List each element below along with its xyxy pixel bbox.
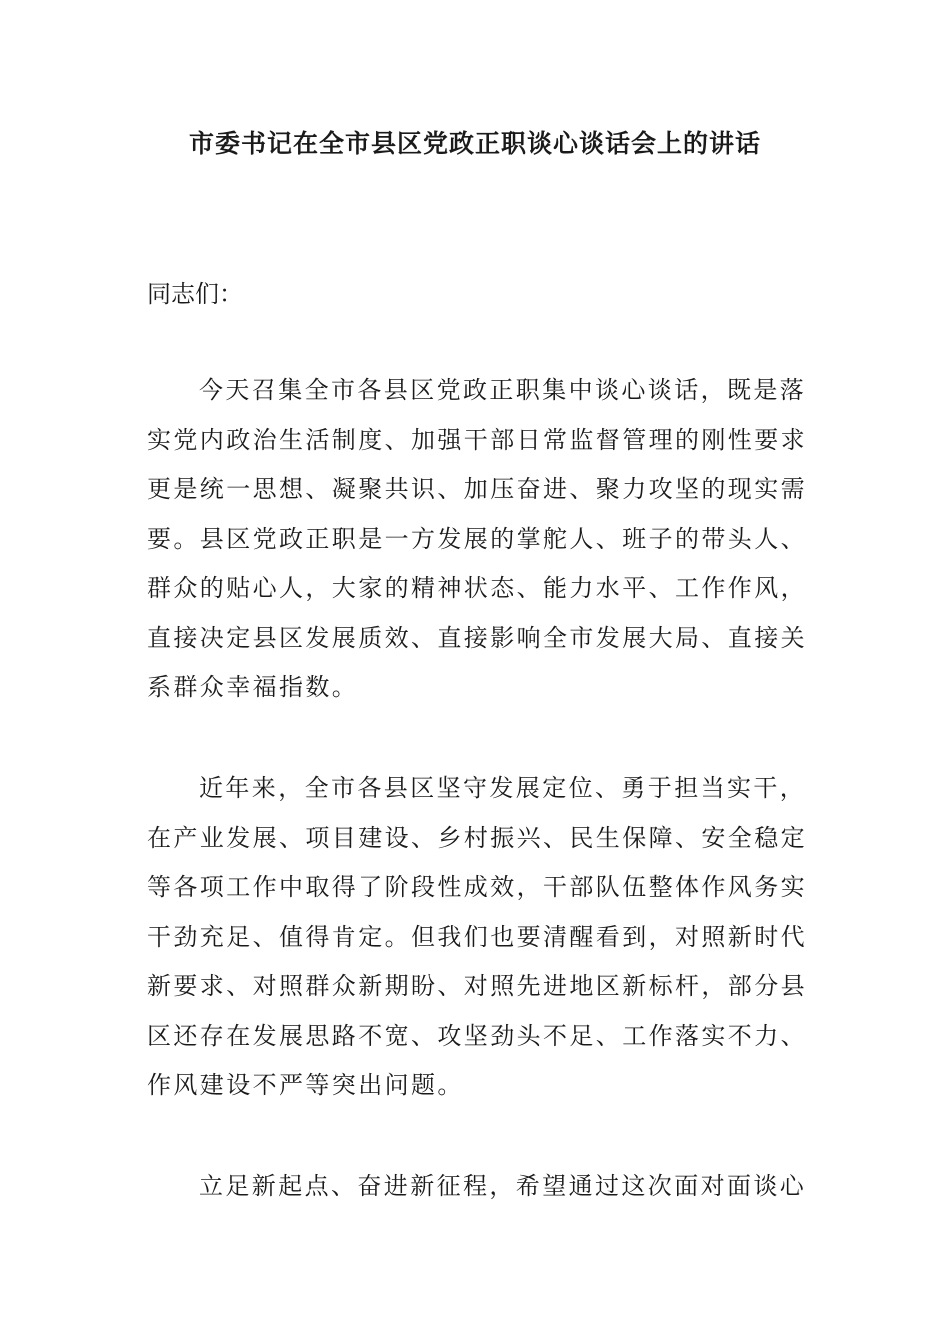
document-title: 市委书记在全市县区党政正职谈心谈话会上的讲话 — [188, 129, 761, 158]
body-paragraph-3: 立足新起点、奋进新征程，希望通过这次面对面谈心 — [199, 1172, 807, 1200]
body-paragraph-1: 今天召集全市各县区党政正职集中谈心谈话，既是落实党内政治生活制度、加强干部日常监督管理的刚性要求更是统一思想、凝聚共识、加压奋进、聚力攻坚的现实需要。县区党政正职是一方发展的掌舵人、班子的带头人、群众的贴心人，大家的精神状态、能力水平、工作作风，直接决定县区发展质效、直接影响全市发展大局、直接关系群众幸福指数。 — [147, 376, 807, 701]
salutation: 同志们： — [147, 280, 243, 308]
body-paragraph-2: 近年来，全市各县区坚守发展定位、勇于担当实干，在产业发展、项目建设、乡村振兴、民生保障、安全稳定等各项工作中取得了阶段性成效，干部队伍整体作风务实干劲充足、值得肯定。但我们也要清醒看到，对照新时代新要求、对照群众新期盼、对照先进地区新标杆，部分县区还存在发展思路不宽、攻坚劲头不足、工作落实不力、作风建设不严等突出问题。 — [147, 774, 807, 1099]
